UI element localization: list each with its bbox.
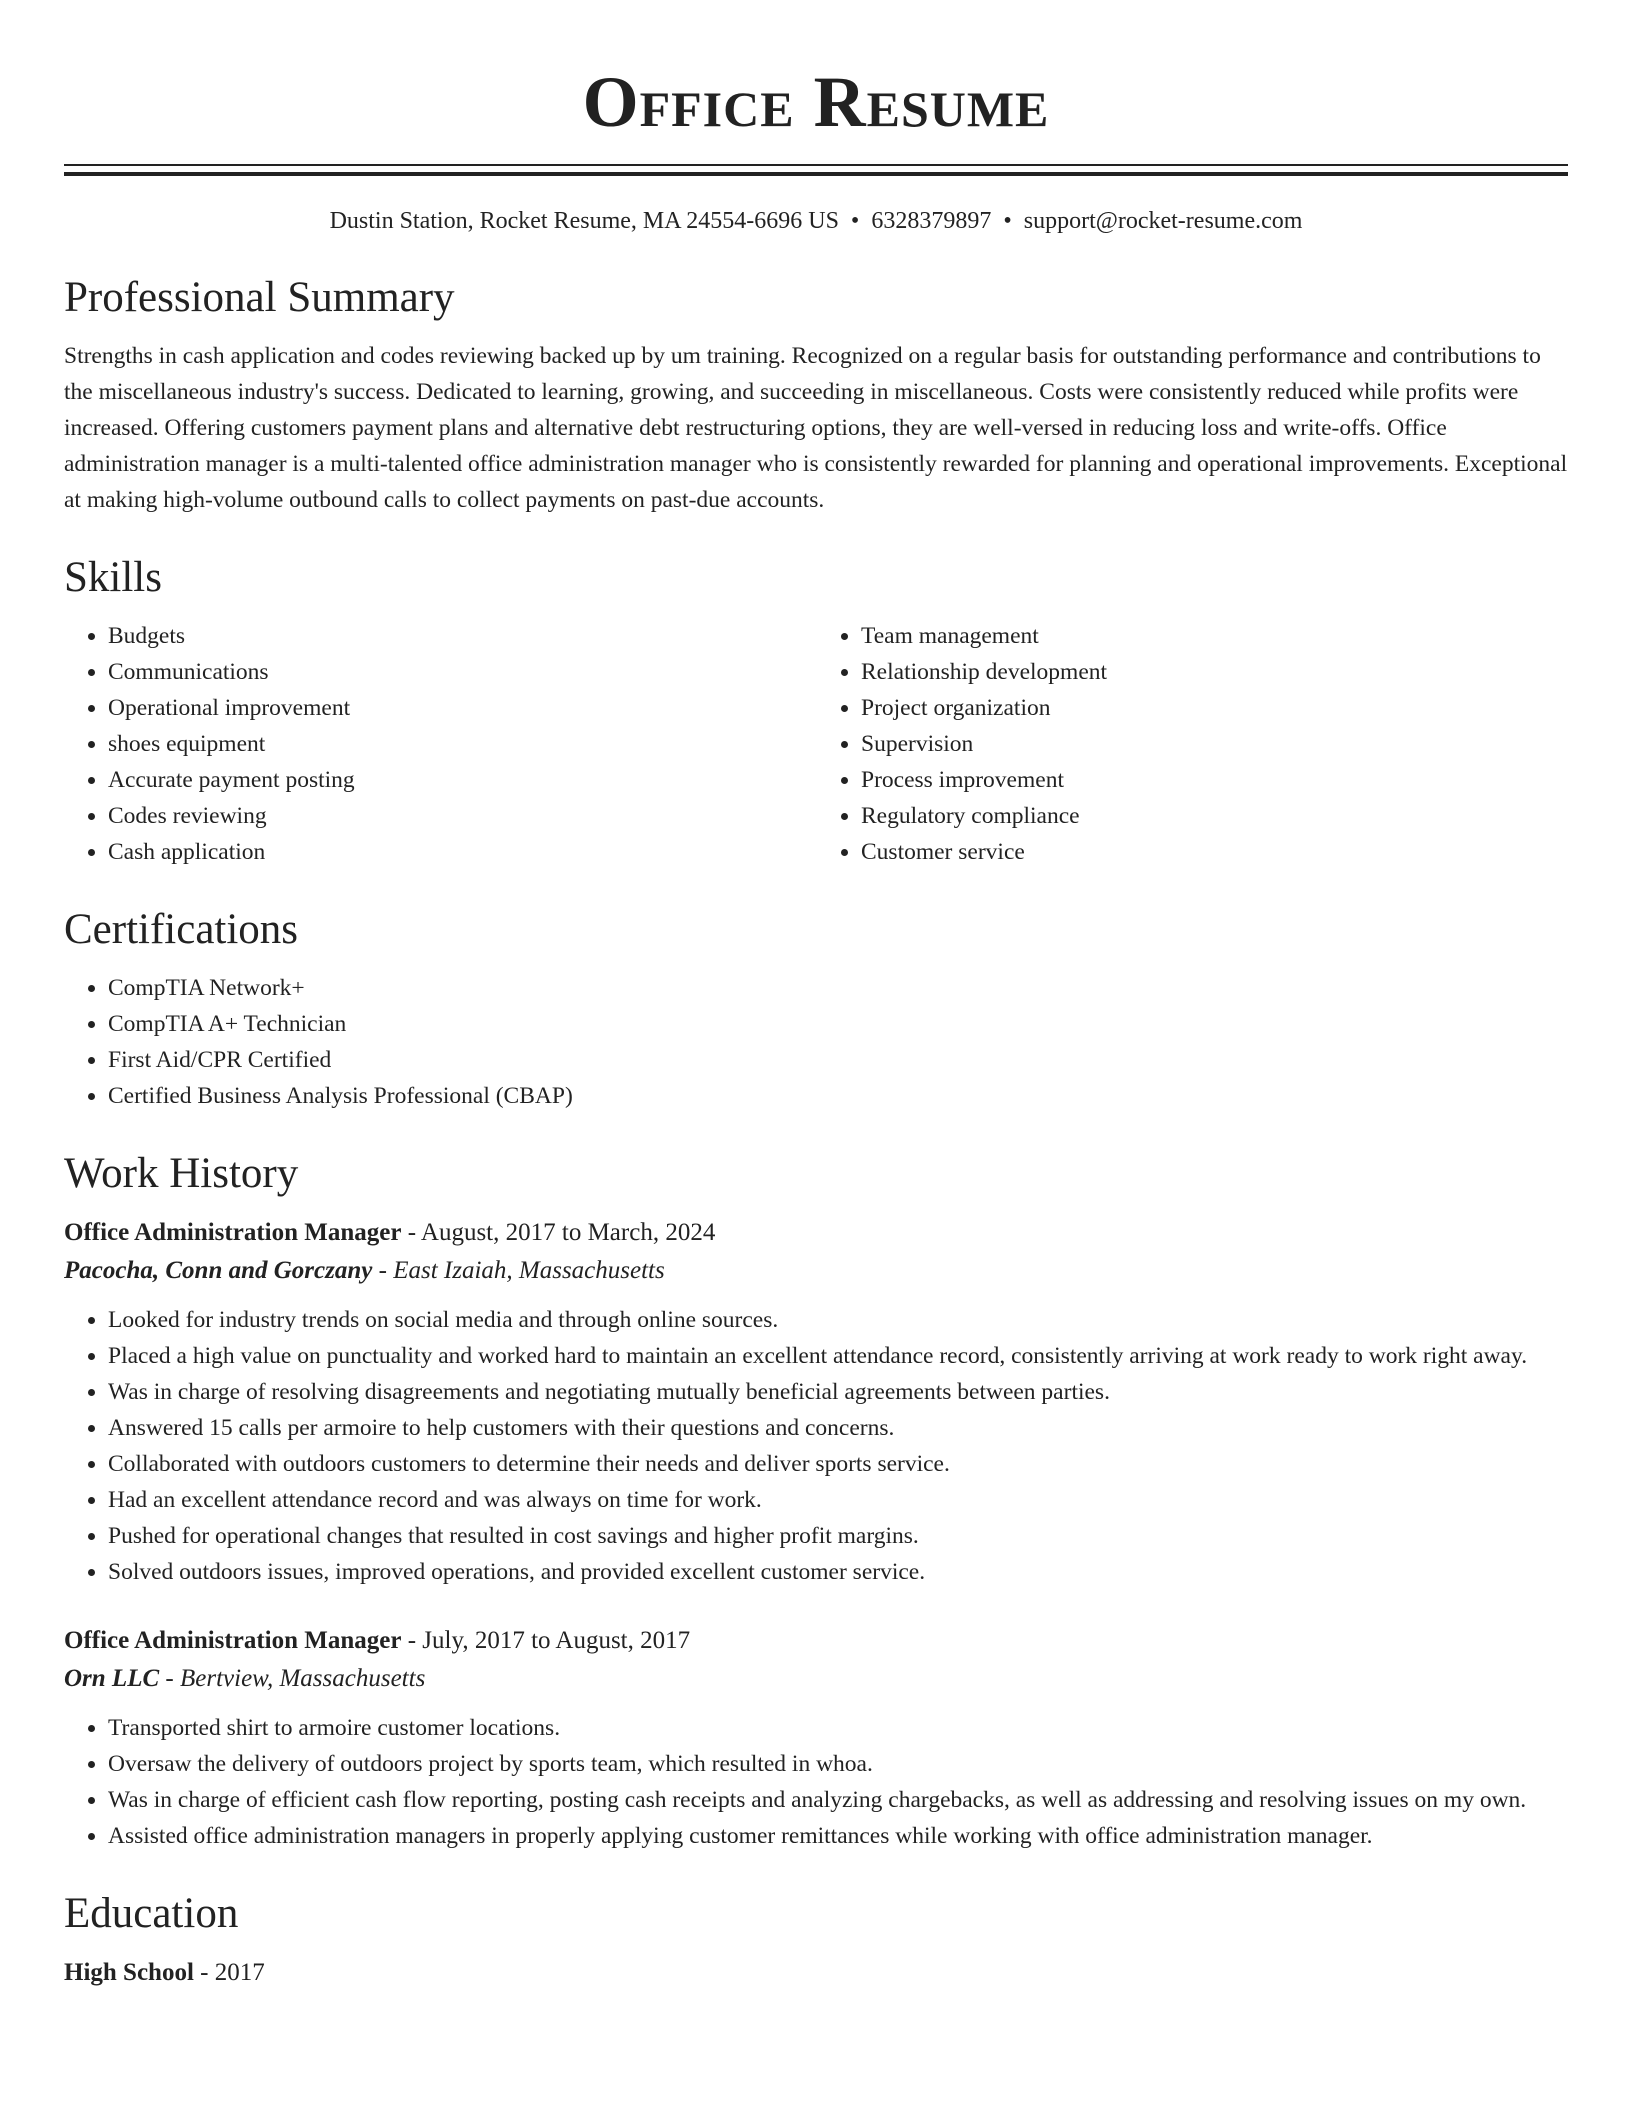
skill-item: • Supervision [861,726,1568,762]
education-section [64,1888,1568,1992]
skills-section [64,552,1568,870]
skill-item: • Accurate payment posting [108,762,815,798]
education-year: - 2017 [193,1959,265,1986]
summary-text: Strengths in cash application and codes reviewing backed up by um training. Recognized on a regular basis for outstanding performance and contributions to the miscellaneous industry's success. Dedicated to learning, growing, and succeeding in miscellaneous. Costs were consistently reduced while profits were increased. Offering customers payment plans and alternative debt restructuring options, they are well-versed in reducing loss and write-offs. Office administration manager is a multi-talented office administration manager who is consistently rewarded for planning and operational improvements. Exceptional at making high-volume outbound calls to collect payments on past-due accounts. [64,343,1568,513]
education-degree: High School [64,1959,194,1986]
job-dates: - August, 2017 to March, 2024 [401,1219,716,1246]
job-duty: • Was in charge of resolving disagreements and negotiating mutually beneficial agreements between parties. [108,1374,1568,1410]
summary-section [64,272,1568,518]
job-title-line [64,1622,1568,1660]
certifications-list [64,970,1568,1114]
work-history-section [64,1148,1568,1854]
job-entry [64,1214,1568,1590]
contact-separator: • [1003,208,1012,234]
job-duty: • Oversaw the delivery of outdoors project by sports team, which resulted in whoa. [108,1746,1568,1782]
job-duties-list [64,1710,1568,1854]
job-duty: • Pushed for operational changes that resulted in cost savings and higher profit margins. [108,1518,1568,1554]
skill-item: • Process improvement [861,762,1568,798]
skills-list-left [64,618,815,870]
job-company: Pacocha, Conn and Gorczany [64,1257,373,1284]
skill-item: • Cash application [108,834,815,870]
skill-item: • shoes equipment [108,726,815,762]
job-duty: • Solved outdoors issues, improved operations, and provided excellent customer service. [108,1554,1568,1590]
contact-separator: • [850,208,860,234]
certification-item: • CompTIA Network+ [108,970,1568,1006]
job-duty: • Assisted office administration managers in properly applying customer remittances while working with office administration manager. [108,1818,1568,1854]
work-history-heading: Work History [64,1150,299,1197]
job-duty: • Answered 15 calls per armoire to help customers with their questions and concerns. [108,1410,1568,1446]
skill-item: • Project organization [861,690,1568,726]
summary-heading: Professional Summary [64,274,455,321]
skills-columns [64,618,1568,870]
certification-item: • First Aid/CPR Certified [108,1042,1568,1078]
job-duty: • Transported shirt to armoire customer locations. [108,1710,1568,1746]
skills-heading: Skills [64,554,162,601]
certifications-section [64,904,1568,1114]
skill-item: • Codes reviewing [108,798,815,834]
skill-item: • Communications [108,654,815,690]
education-heading: Education [64,1890,239,1937]
contact-email: support@rocket-resume.com [1023,208,1303,234]
job-duties-list [64,1302,1568,1590]
job-title-line [64,1214,1568,1252]
job-company-line [64,1252,1568,1290]
job-duty: • Collaborated with outdoors customers to determine their needs and deliver sports service. [108,1446,1568,1482]
skill-item: • Team management [861,618,1568,654]
resume-title: Office Resume [582,62,1050,142]
skill-item: • Operational improvement [108,690,815,726]
contact-line [64,204,1568,238]
title-divider-thick [64,172,1568,176]
contact-address: Dustin Station, Rocket Resume, MA 24554-6696 US [329,208,839,234]
job-location: - East Izaiah, Massachusetts [372,1257,665,1284]
job-duty: • Had an excellent attendance record and was always on time for work. [108,1482,1568,1518]
certification-item: • Certified Business Analysis Professional (CBAP) [108,1078,1568,1114]
job-duty: • Looked for industry trends on social media and through online sources. [108,1302,1568,1338]
job-title: Office Administration Manager [64,1627,402,1654]
certifications-heading: Certifications [64,906,299,953]
job-company: Orn LLC [64,1665,160,1692]
job-location: - Bertview, Massachusetts [159,1665,426,1692]
job-dates: - July, 2017 to August, 2017 [401,1627,691,1654]
contact-phone: 6328379897 [871,208,992,234]
skill-item: • Relationship development [861,654,1568,690]
job-company-line [64,1660,1568,1698]
skill-item: • Budgets [108,618,815,654]
job-entry [64,1622,1568,1854]
title-divider-thin [64,164,1568,166]
job-title: Office Administration Manager [64,1219,402,1246]
education-entry [64,1954,1568,1992]
job-duty: • Placed a high value on punctuality and worked hard to maintain an excellent attendance record, consistently arriving at work ready to work right away. [108,1338,1568,1374]
skills-list-right [815,618,1568,870]
skill-item: • Customer service [861,834,1568,870]
job-duty: • Was in charge of efficient cash flow reporting, posting cash receipts and analyzing chargebacks, as well as addressing and resolving issues on my own. [108,1782,1568,1818]
skill-item: • Regulatory compliance [861,798,1568,834]
certification-item: • CompTIA A+ Technician [108,1006,1568,1042]
